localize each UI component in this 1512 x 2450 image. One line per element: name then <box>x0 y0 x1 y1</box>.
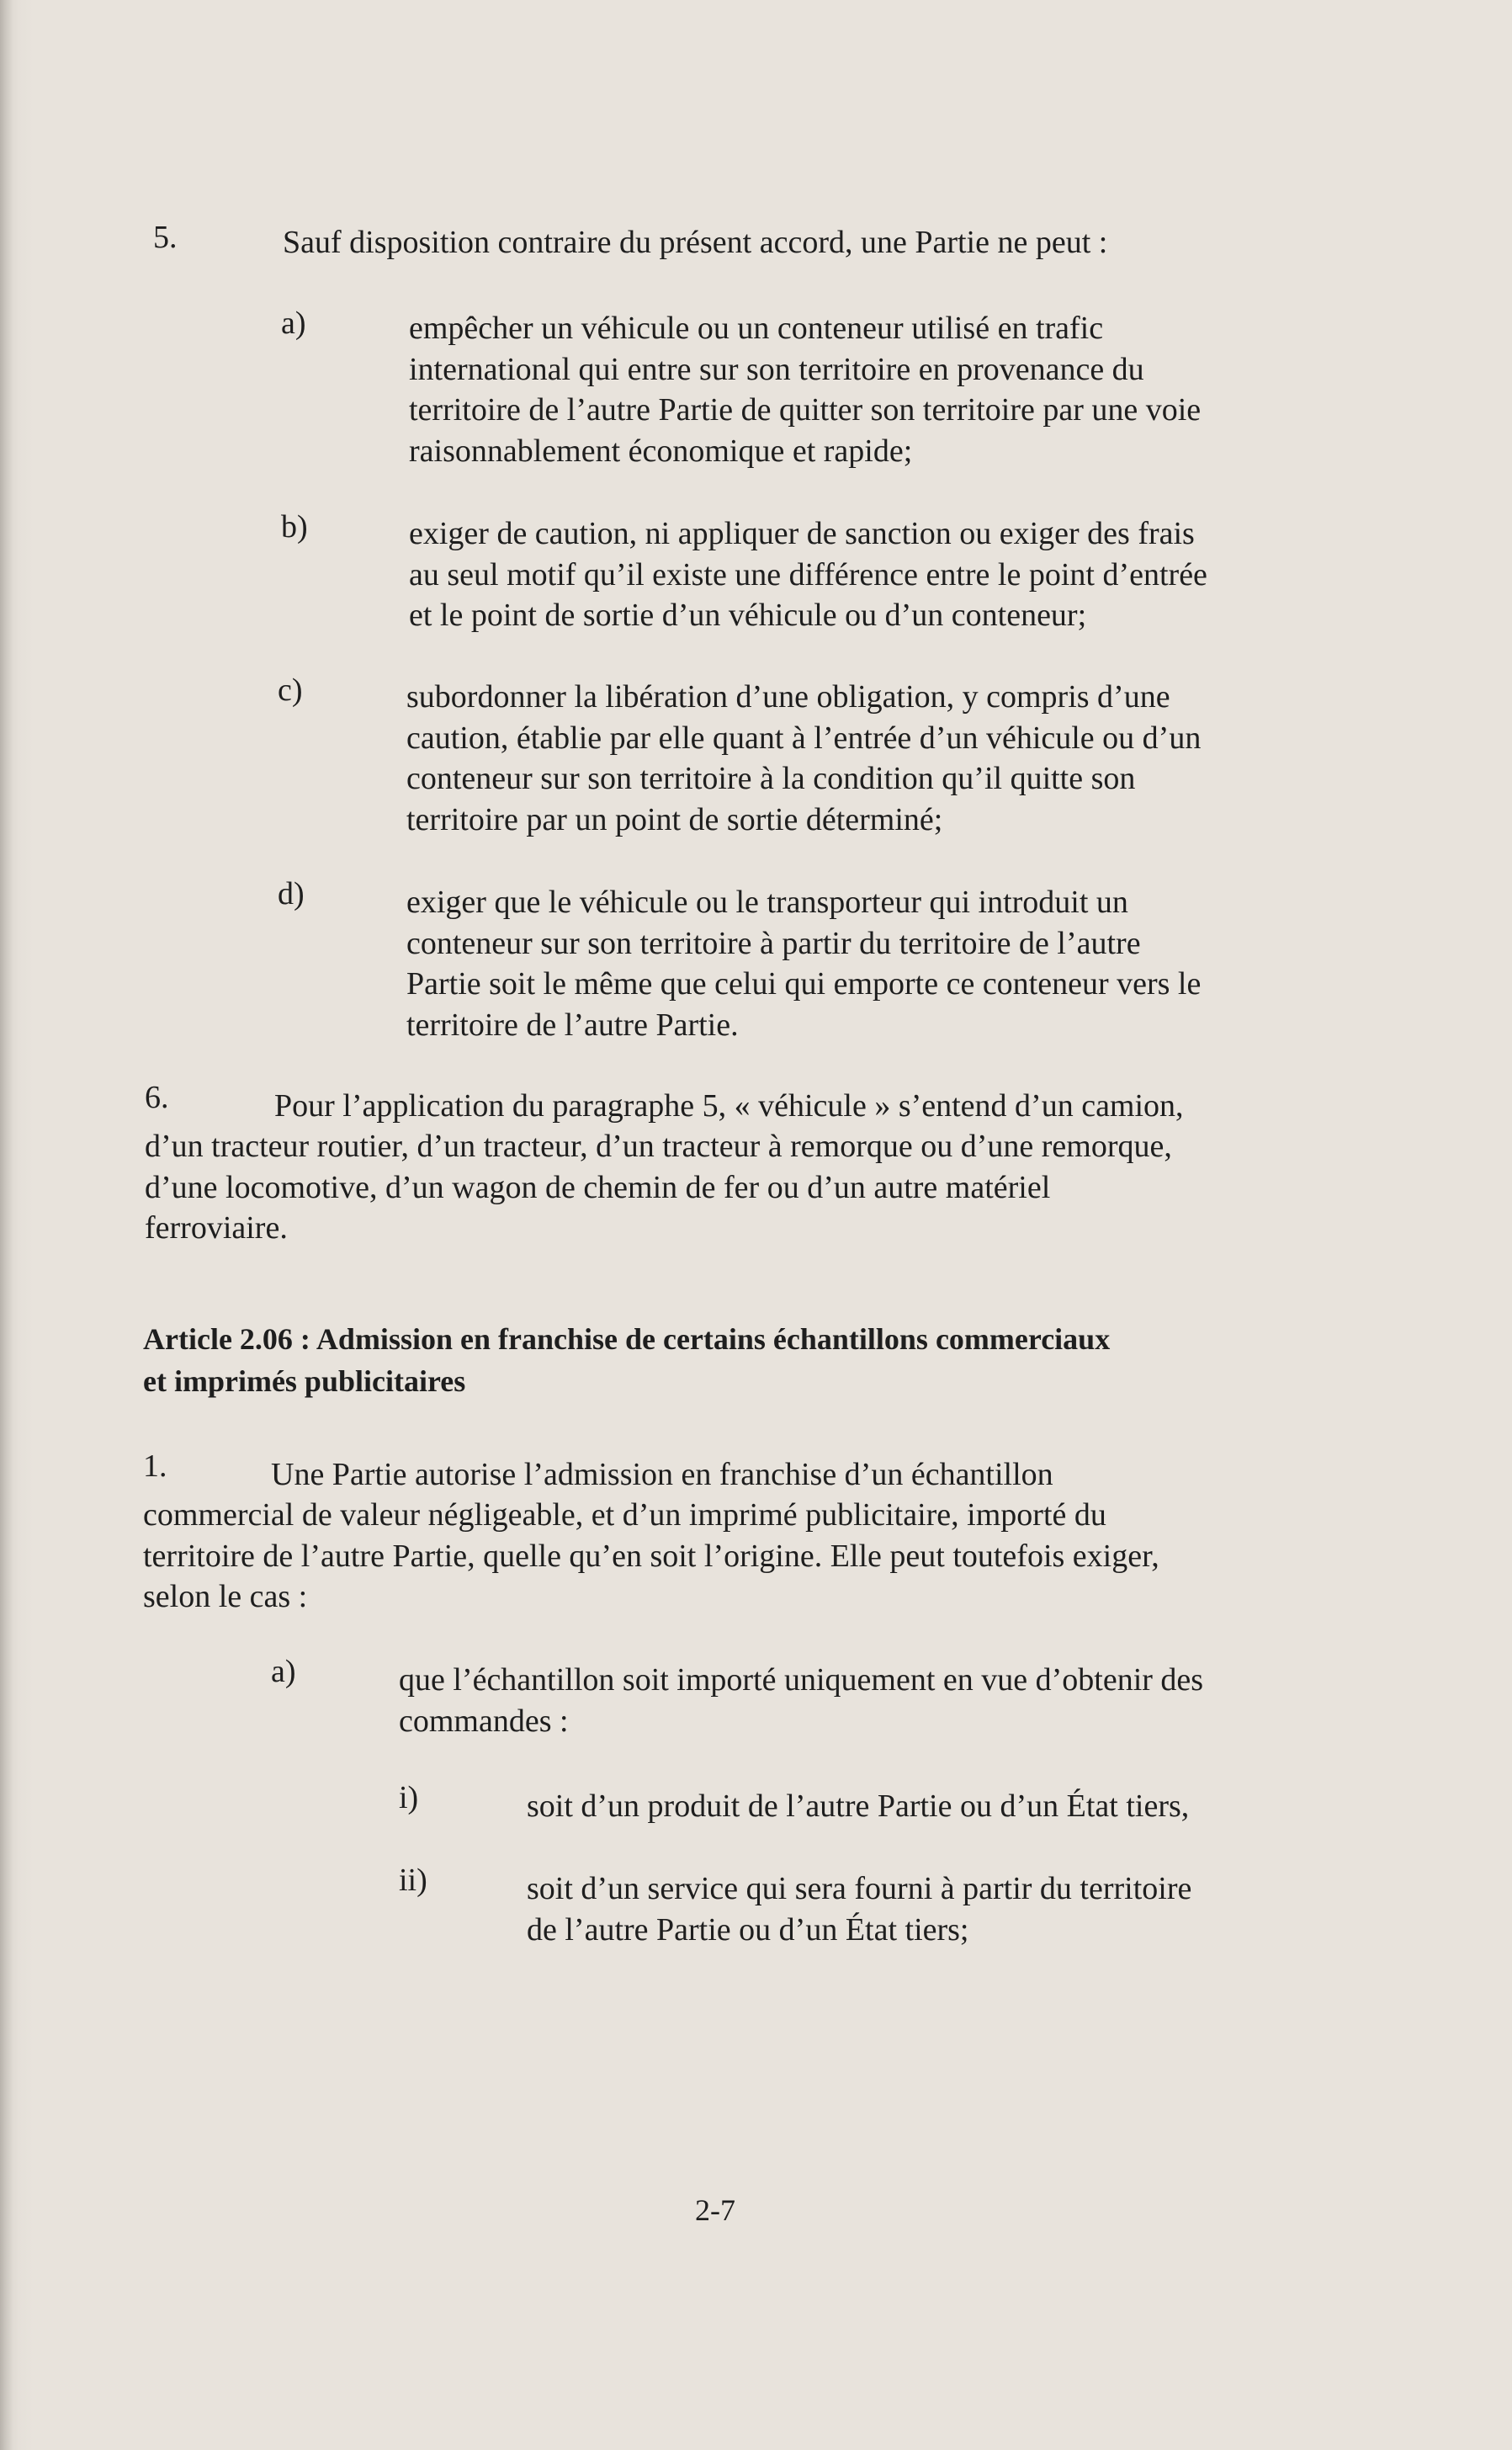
item-a-label: a) <box>281 306 306 341</box>
paragraph-6-text: d’un tracteur routier, d’un tracteur, d’un tracteur à remorque ou d’une remorque, d’une locomotive, d’un wagon de chemin de fer ou d’un autre matériel ferroviaire. <box>145 1129 1172 1246</box>
subitem-ii-label: ii) <box>399 1863 427 1898</box>
item-b-label: b) <box>281 509 308 545</box>
subitem-i-text: soit d’un produit de l’autre Partie ou d’un État tiers, <box>527 1788 1190 1824</box>
subitem-ii-text: soit d’un service qui sera fourni à partir du territoire de l’autre Partie ou d’un État tiers; <box>527 1871 1192 1948</box>
item-c-label: c) <box>278 672 303 708</box>
item-d-text: exiger que le véhicule ou le transporteur qui introduit un conteneur sur son territoire à partir du territoire de l’autre Partie soit le même que celui qui emporte ce conteneur vers le territoire de l’autre Partie. <box>406 885 1202 1043</box>
paragraph-1-text: commercial de valeur négligeable, et d’un imprimé publicitaire, importé du territoire de l’autre Partie, quelle qu’en soit l’origine. Elle peut toutefois exiger, selon le cas : <box>143 1497 1159 1614</box>
paragraph-5-number: 5. <box>153 220 178 255</box>
paragraph-1-item-a-label: a) <box>271 1654 296 1689</box>
paragraph-6-number: 6. <box>145 1080 169 1115</box>
item-d-label: d) <box>278 876 305 911</box>
item-b-text: exiger de caution, ni appliquer de sanction ou exiger des frais au seul motif qu’il existe une différence entre le point d’entrée et le point de sortie d’un véhicule ou d’un conteneur; <box>409 516 1207 633</box>
paragraph-5-intro: Sauf disposition contraire du présent accord, une Partie ne peut : <box>283 225 1108 260</box>
item-c-text: subordonner la libération d’une obligation, y compris d’une caution, établie par elle quant à l’entrée d’un véhicule ou d’un conteneur sur son territoire à la condition qu’il quitte son territoire par un point de sortie déterminé; <box>406 679 1202 837</box>
paragraph-1-number: 1. <box>143 1448 167 1484</box>
paragraph-1-first-line: Une Partie autorise l’admission en franchise d’un échantillon <box>271 1457 1053 1492</box>
item-a-text: empêcher un véhicule ou un conteneur utilisé en trafic international qui entre sur son territoire en provenance du territoire de l’autre Partie de quitter son territoire par une voie raisonnablement économique et rapide; <box>409 311 1202 469</box>
article-heading: Article 2.06 : Admission en franchise de certains échantillons commerciaux et imprimés publicitaires <box>143 1322 1111 1398</box>
paragraph-6-first-line: Pour l’application du paragraphe 5, « véhicule » s’entend d’un camion, <box>274 1088 1184 1124</box>
paragraph-1-item-a-text: que l’échantillon soit importé uniquement en vue d’obtenir des commandes : <box>399 1662 1204 1739</box>
page-binding-edge <box>0 0 12 2450</box>
page-number: 2-7 <box>695 2193 735 2227</box>
subitem-i-label: i) <box>399 1780 419 1815</box>
